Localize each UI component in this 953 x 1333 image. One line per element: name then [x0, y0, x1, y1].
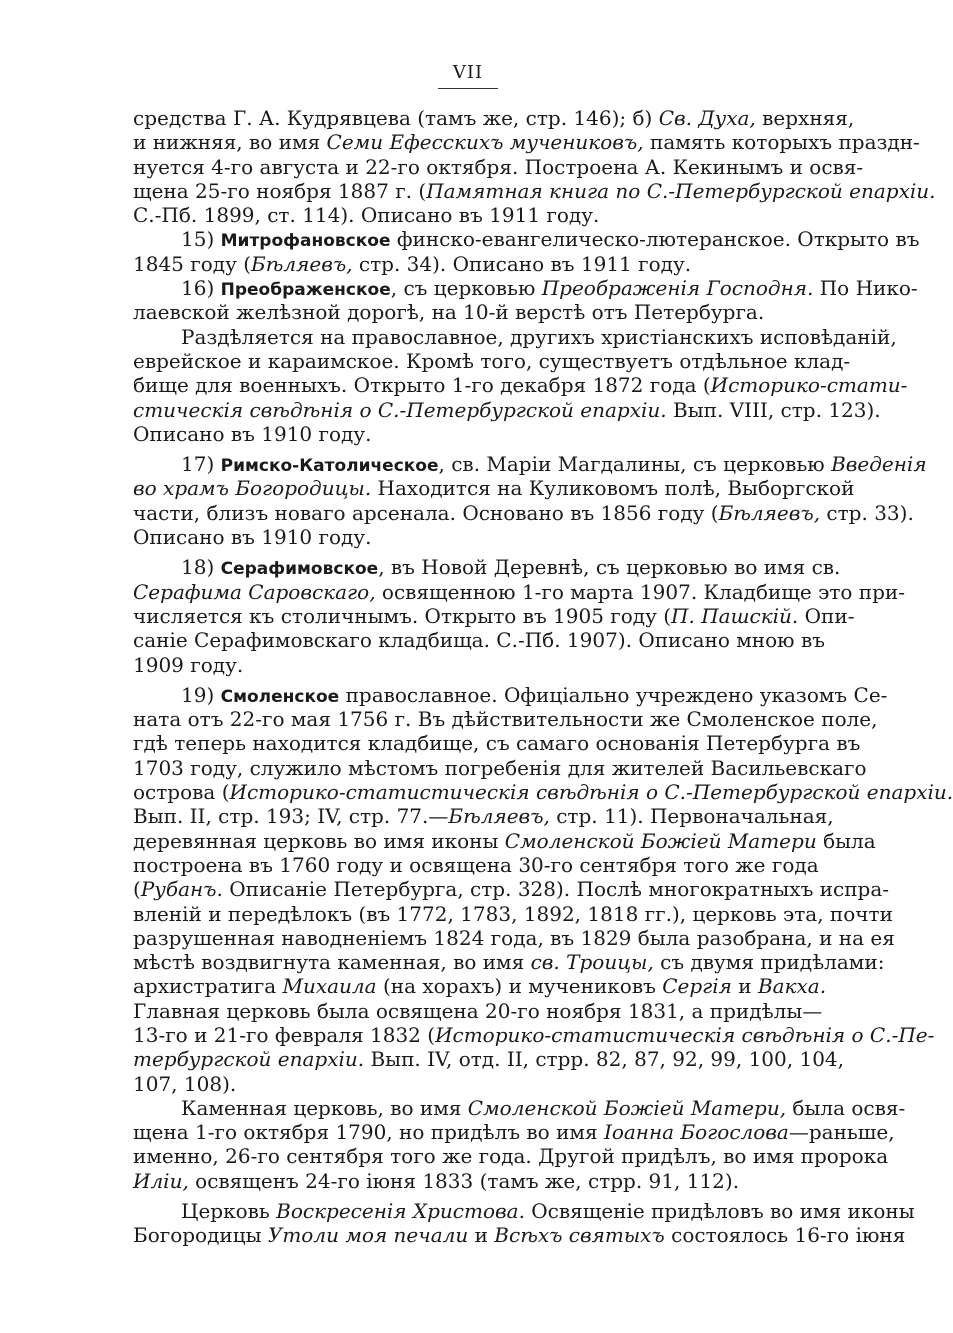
italic-text: Смоленской Божіей Матери, [467, 1095, 787, 1120]
text-line [133, 1144, 889, 1169]
text-segment: вленій и передѣлокъ (въ 1772, 1783, 1892, 1818 гг.), церковь эта, почти [133, 901, 893, 926]
text-line [133, 525, 807, 549]
text-line [133, 500, 914, 525]
text-line [133, 579, 906, 604]
text-segment: 1845 году ( [133, 251, 252, 276]
italic-text: Воскресенія Христова. [276, 1199, 525, 1224]
text-line [133, 603, 855, 628]
text-line [133, 227, 920, 252]
text-line [133, 452, 927, 477]
text-line [133, 901, 893, 926]
text-segment: деревянная церковь во имя иконы [133, 828, 505, 853]
text-line [133, 1199, 915, 1224]
text-line [133, 974, 827, 999]
italic-text: Бѣляевъ, [718, 500, 821, 525]
text-line [133, 476, 855, 501]
text-line [133, 130, 920, 155]
text-segment: Освященіе придѣловъ во имя иконы [524, 1199, 915, 1224]
text-line [133, 422, 807, 446]
text-segment: щена 25-го ноября 1887 г. ( [133, 178, 427, 203]
text-segment: память которыхъ праздн- [643, 130, 920, 155]
text-segment: Описано въ 1910 году. [133, 421, 372, 446]
text-segment: стр. 33). [820, 500, 914, 525]
text-segment: средства Г. А. Кудрявцева (тамъ же, стр. 146); б) [133, 106, 659, 130]
italic-text: П. Пашскій. [671, 603, 799, 628]
text-line [133, 373, 908, 398]
text-line [133, 950, 885, 975]
text-segment: освященною 1-го марта 1907. Кладбище это при- [375, 579, 906, 604]
text-line [133, 106, 855, 130]
text-segment: 18) [181, 555, 221, 580]
cemetery-name: Смоленское [220, 686, 340, 707]
text-segment: Главная церковь была освящена 20-го ноября 1831, а придѣлы— [133, 998, 823, 1023]
text-line [133, 397, 881, 422]
italic-text: Михаила [282, 974, 377, 999]
text-segment: и [468, 1223, 495, 1248]
text-line [133, 1169, 807, 1193]
italic-text: св. Троицы, [530, 950, 654, 975]
italic-text: Иліи, [133, 1168, 189, 1193]
text-line [133, 252, 807, 276]
body-text [133, 106, 953, 1248]
text-segment: гдѣ теперь находится кладбище, съ самаго основанія Петербурга въ [133, 731, 861, 756]
italic-text: Св. Духа, [658, 106, 756, 130]
text-line [133, 203, 807, 227]
text-segment: 17) [181, 452, 221, 477]
text-segment: Церковь [181, 1199, 277, 1224]
text-segment: , св. Маріи Магдалины, съ церковью [438, 452, 832, 477]
italic-text: Смоленской Божіей Матери [504, 828, 817, 853]
text-line [133, 178, 936, 203]
text-segment: и [731, 974, 758, 999]
italic-text: Историко-статистическія свѣдѣнія о С.-Пе- [435, 1022, 935, 1047]
italic-text: Семи Ефесскихъ мучениковъ, [326, 130, 644, 155]
italic-text: Серафима Саровскаго, [133, 579, 376, 604]
text-segment: Описано въ 1910 году. [133, 525, 372, 550]
text-segment: 15) [181, 227, 221, 252]
text-segment: 13-го и 21-го февраля 1832 ( [133, 1022, 436, 1047]
text-segment: именно, 26-го сентября того же года. Другой придѣлъ, во имя пророка [133, 1144, 889, 1169]
text-line [133, 653, 807, 677]
text-segment: Каменная церковь, во имя [181, 1095, 468, 1120]
text-line [133, 828, 876, 853]
text-segment: Богородицы [133, 1223, 268, 1248]
italic-text: Бѣляевъ, [448, 804, 550, 829]
italic-text: Утоли моя печали [267, 1223, 469, 1248]
text-segment: съ двумя придѣлами: [653, 950, 885, 975]
text-line [133, 348, 851, 373]
text-line [133, 1047, 845, 1072]
italic-text: Рубанъ. [140, 877, 223, 902]
text-line [133, 1120, 895, 1145]
text-segment: верхняя, [755, 106, 855, 130]
text-line [133, 1022, 935, 1047]
text-segment: саніе Серафимовскаго кладбища. С.-Пб. 1907). Описано мною въ [133, 628, 825, 653]
cemetery-name: Преображенское [220, 280, 391, 301]
text-line [133, 1072, 807, 1096]
text-line [133, 1095, 906, 1120]
text-segment: Раздѣляется на православное, другихъ христіанскихъ исповѣданій, [181, 324, 897, 349]
text-segment: Вып. II, стр. 193; IV, стр. 77.— [133, 804, 449, 829]
text-segment: , въ Новой Деревнѣ, съ церковью во имя св. [378, 555, 841, 580]
text-segment: еврейское и караимское. Кромѣ того, существуетъ отдѣльное клад- [133, 348, 851, 373]
text-line [133, 780, 953, 805]
text-segment: С.-Пб. 1899, ст. 114). Описано въ 1911 году. [133, 203, 600, 228]
italic-text: стическія свѣдѣнія о С.-Петербургской епархіи. [133, 397, 667, 422]
text-line [133, 804, 834, 829]
italic-text: Введенія [831, 452, 927, 477]
text-line [133, 628, 825, 653]
text-segment: 107, 108). [133, 1071, 237, 1096]
italic-text: тербургской епархіи. [133, 1047, 365, 1072]
text-line [133, 707, 878, 732]
page-number: VII [452, 62, 484, 83]
text-segment: 1909 году. [133, 652, 244, 677]
cemetery-name: Римско-Католическое [220, 456, 439, 477]
text-line [133, 755, 867, 780]
cemetery-name: Митрофановское [220, 231, 391, 252]
text-segment: состоялось 16-го іюня [664, 1223, 906, 1248]
italic-text: Бѣляевъ, [251, 251, 353, 276]
text-segment: 16) [181, 276, 221, 301]
text-segment: стр. 34). Описано въ 1911 году. [352, 251, 692, 276]
text-segment: Вып. VIII, стр. 123). [666, 397, 881, 422]
text-line [133, 300, 807, 324]
text-segment: —раньше, [788, 1120, 895, 1145]
text-segment: числяется къ столичнымъ. Открыто въ 1905 году ( [133, 603, 672, 628]
text-segment: лаевской желѣзной дорогѣ, на 10-й верстѣ отъ Петербурга. [133, 300, 765, 325]
text-segment: нуется 4-го августа и 22-го октября. Построена А. Кекинымъ и освя- [133, 154, 864, 179]
text-segment: была [816, 828, 876, 853]
text-segment: бище для военныхъ. Открыто 1-го декабря 1872 года ( [133, 373, 711, 398]
italic-text: Памятная книга по С.-Петербургской епархіи. [426, 178, 936, 203]
text-segment: архистратига [133, 974, 283, 999]
text-line [133, 1223, 906, 1248]
text-segment: Находится на Куликовомъ полѣ, Выборгской [371, 476, 855, 501]
page-number-underline [438, 88, 498, 89]
italic-text: Историко-статистическія свѣдѣнія о С.-Петербургской епархіи. [229, 780, 953, 805]
text-segment: По Нико- [813, 276, 918, 301]
text-segment: мѣстѣ воздвигнута каменная, во имя [133, 950, 531, 975]
italic-text: во храмъ Богородицы. [133, 476, 372, 501]
text-line [133, 731, 861, 756]
italic-text: Преображенія Господня. [541, 276, 814, 301]
text-segment: 19) [181, 682, 221, 707]
text-segment: щена 1-го октября 1790, но придѣлъ во имя [133, 1120, 604, 1145]
text-segment: была освя- [786, 1095, 906, 1120]
text-line [133, 925, 895, 950]
text-segment: Описаніе Петербурга, стр. 328). Послѣ многократныхъ испра- [222, 877, 890, 902]
text-segment: разрушенная наводненіемъ 1824 года, въ 1829 была разобрана, и на ея [133, 925, 895, 950]
text-segment: стр. 11). Первоначальная, [549, 804, 834, 829]
text-line [133, 276, 918, 301]
text-line [133, 998, 823, 1023]
text-segment: построена въ 1760 году и освящена 30-го сентября того же года [133, 852, 819, 877]
text-segment: части, близъ новаго арсенала. Основано въ 1856 году ( [133, 500, 719, 525]
text-segment: (на хорахъ) и мучениковъ [376, 974, 663, 999]
italic-text: Вакха. [757, 974, 827, 999]
text-segment: финско-евангелическо-лютеранское. Открыто въ [390, 227, 920, 252]
italic-text: Іоанна Богослова [603, 1120, 789, 1145]
text-segment: Вып. IV, отд. II, стрр. 82, 87, 92, 99, 100, 104, [364, 1047, 845, 1072]
text-line [133, 324, 897, 349]
italic-text: Историко-стати- [710, 373, 908, 398]
text-segment: , съ церковью [390, 276, 542, 301]
text-segment: ( [133, 877, 141, 902]
text-line [133, 877, 890, 902]
text-segment: Опи- [798, 603, 855, 628]
text-segment: 1703 году, служило мѣстомъ погребенія для жителей Васильевскаго [133, 755, 867, 780]
text-line [133, 154, 864, 179]
text-line [133, 555, 841, 580]
italic-text: Всѣхъ святыхъ [494, 1223, 665, 1248]
text-line [133, 852, 819, 877]
text-line [133, 682, 888, 707]
cemetery-name: Серафимовское [220, 559, 379, 580]
text-segment: православное. Офиціально учреждено указомъ Се- [339, 682, 888, 707]
italic-text: Сергія [662, 974, 732, 999]
text-segment: и нижняя, во имя [133, 130, 327, 155]
text-segment: острова ( [133, 780, 230, 805]
text-segment: освященъ 24-го іюня 1833 (тамъ же, стрр. 91, 112). [188, 1168, 740, 1193]
text-segment: ната отъ 22-го мая 1756 г. Въ дѣйствительности же Смоленское поле, [133, 707, 878, 732]
